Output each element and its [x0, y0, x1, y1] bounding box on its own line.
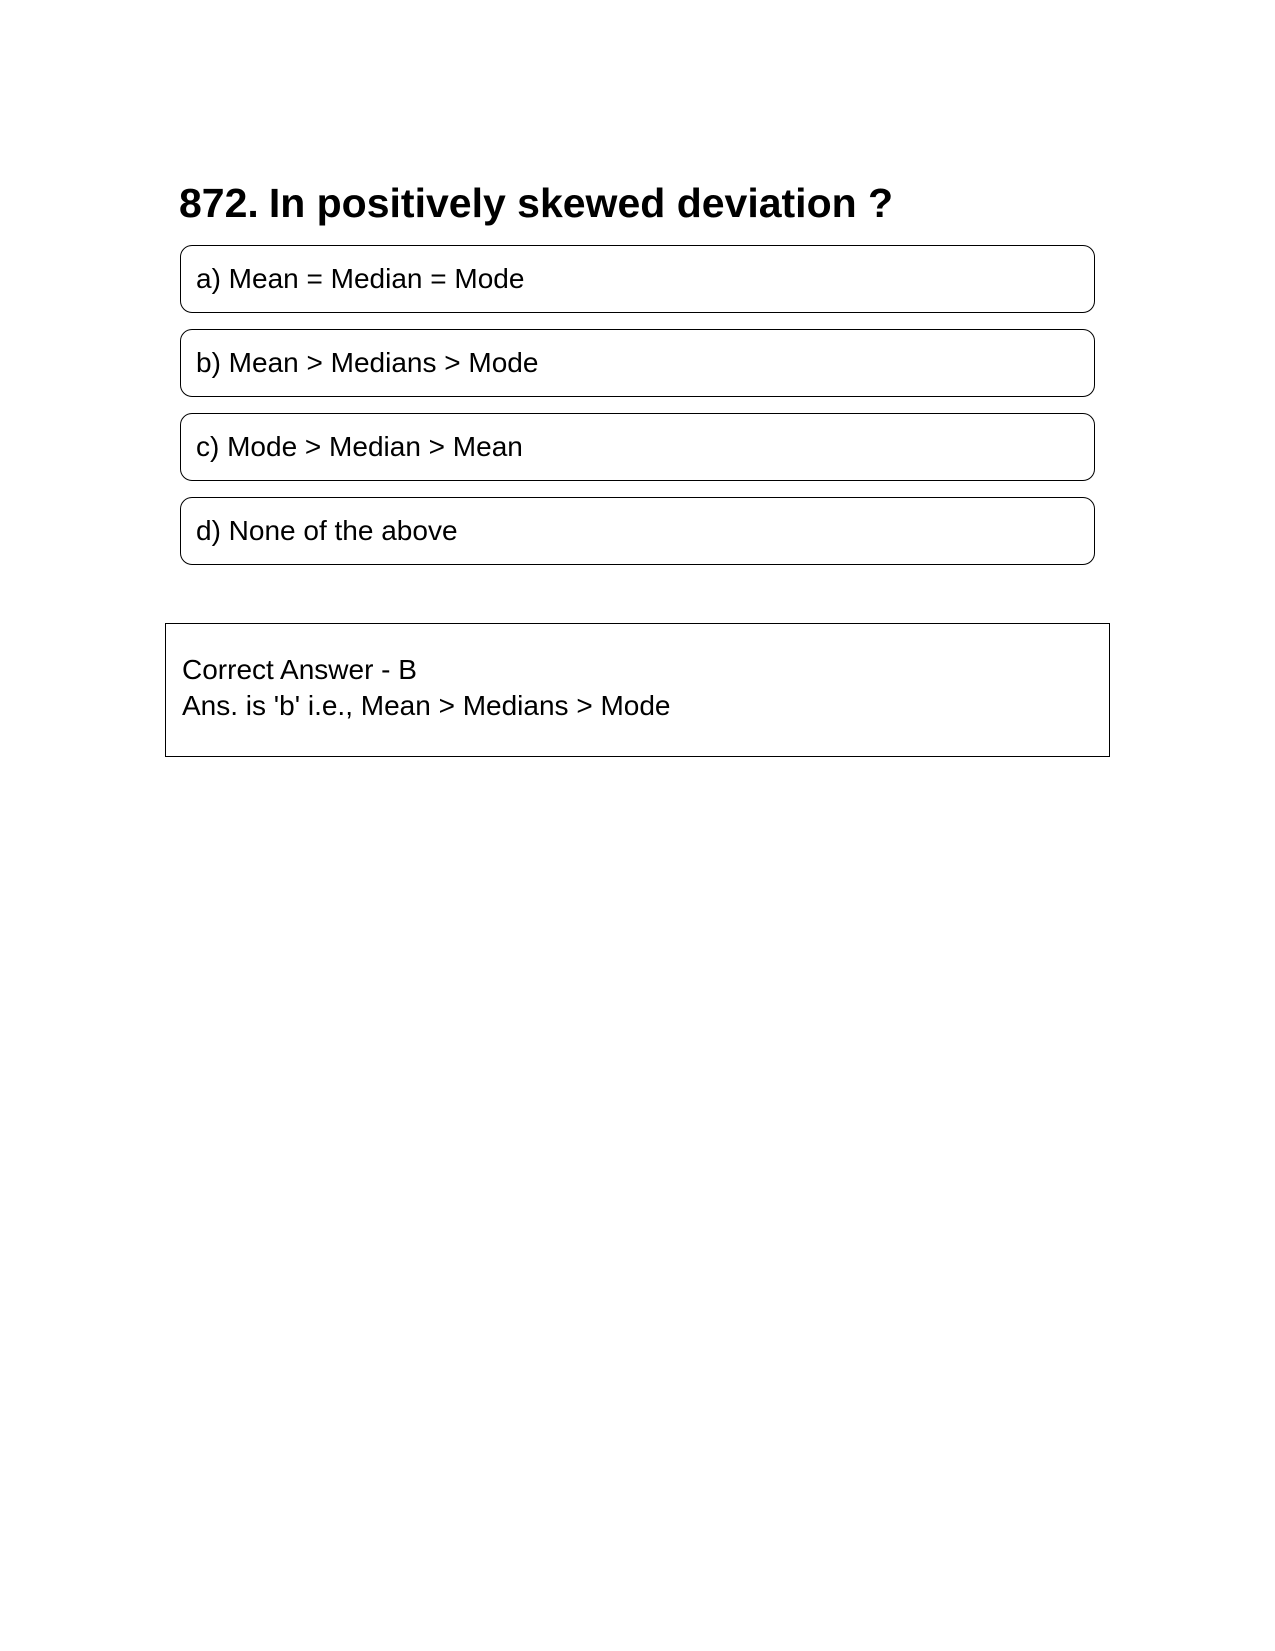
option-a[interactable]: a) Mean = Median = Mode	[180, 245, 1095, 313]
option-c[interactable]: c) Mode > Median > Mean	[180, 413, 1095, 481]
option-d[interactable]: d) None of the above	[180, 497, 1095, 565]
question-text: In positively skewed deviation ?	[268, 180, 894, 226]
answer-explanation: Ans. is 'b' i.e., Mean > Medians > Mode	[182, 690, 671, 721]
question-heading	[179, 178, 1079, 228]
option-b[interactable]: b) Mean > Medians > Mode	[180, 329, 1095, 397]
correct-answer: Correct Answer - B	[182, 654, 417, 685]
options-list	[180, 245, 1095, 581]
answer-box	[165, 623, 1110, 757]
question-number: 872.	[179, 180, 259, 226]
